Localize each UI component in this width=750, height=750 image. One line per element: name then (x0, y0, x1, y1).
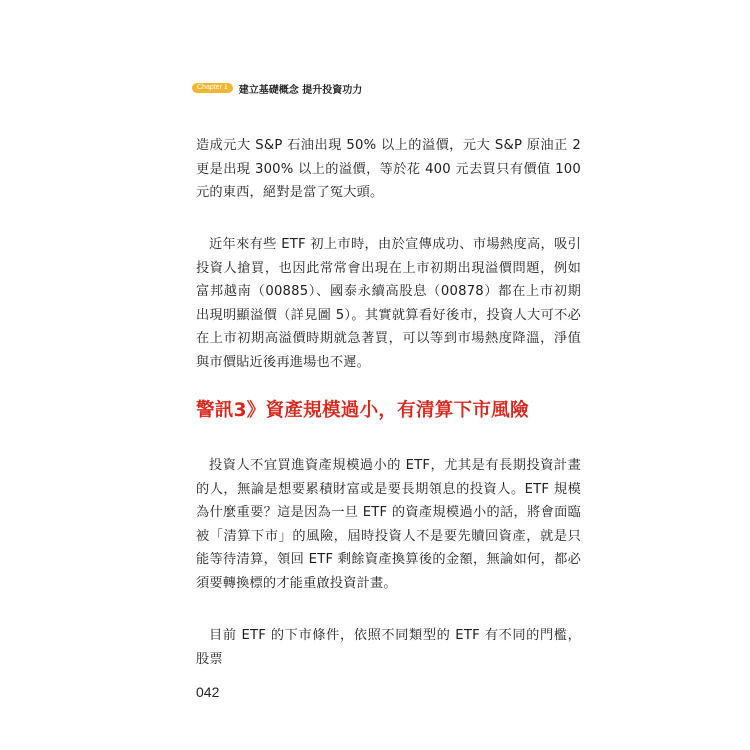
paragraph-4: 目前 ETF 的下市條件，依照不同類型的 ETF 有不同的門檻，股票 (196, 628, 581, 667)
chapter-tag: Chapter 1 (192, 83, 233, 93)
page-number: 042 (196, 684, 220, 700)
chapter-title: 建立基礎概念 提升投資功力 (238, 84, 363, 96)
running-header (192, 80, 362, 96)
paragraph-1: 造成元大 S&P 石油出現 50% 以上的溢價，元大 S&P 原油正 2 更是出現 300% 以上的溢價，等於花 400 元去買只有價值 100 元的東西，絕對是當了冤大頭。 (196, 138, 581, 201)
section-heading: 警訊3》資產規模過小，有清算下市風險 (196, 400, 529, 421)
paragraph-2: 近年來有些 ETF 初上市時，由於宣傳成功、市場熱度高，吸引投資人搶買，也因此常常會出現在上市初期出現溢價問題，例如富邦越南（00885）、國泰永續高股息（00878）都在上市初期出現明顯溢價（詳見圖 5）。其實就算看好後市，投資人大可不必在上市初期高溢價時期就急著買，可以等到市場熱度降溫，淨值與市價貼近後再進場也不遲。 (196, 237, 581, 370)
paragraph-3: 投資人不宜買進資產規模過小的 ETF，尤其是有長期投資計畫的人，無論是想要累積財富或是要長期領息的投資人。ETF 規模為什麼重要？這是因為一旦 ETF 的資產規模過小的話，將會面臨被「清算下市」的風險，屆時投資人不是要先贖回資產，就是只能等待清算，領回 ETF 剩餘資產換算後的金額，無論如何，都必須要轉換標的才能重啟投資計畫。 (196, 458, 581, 591)
